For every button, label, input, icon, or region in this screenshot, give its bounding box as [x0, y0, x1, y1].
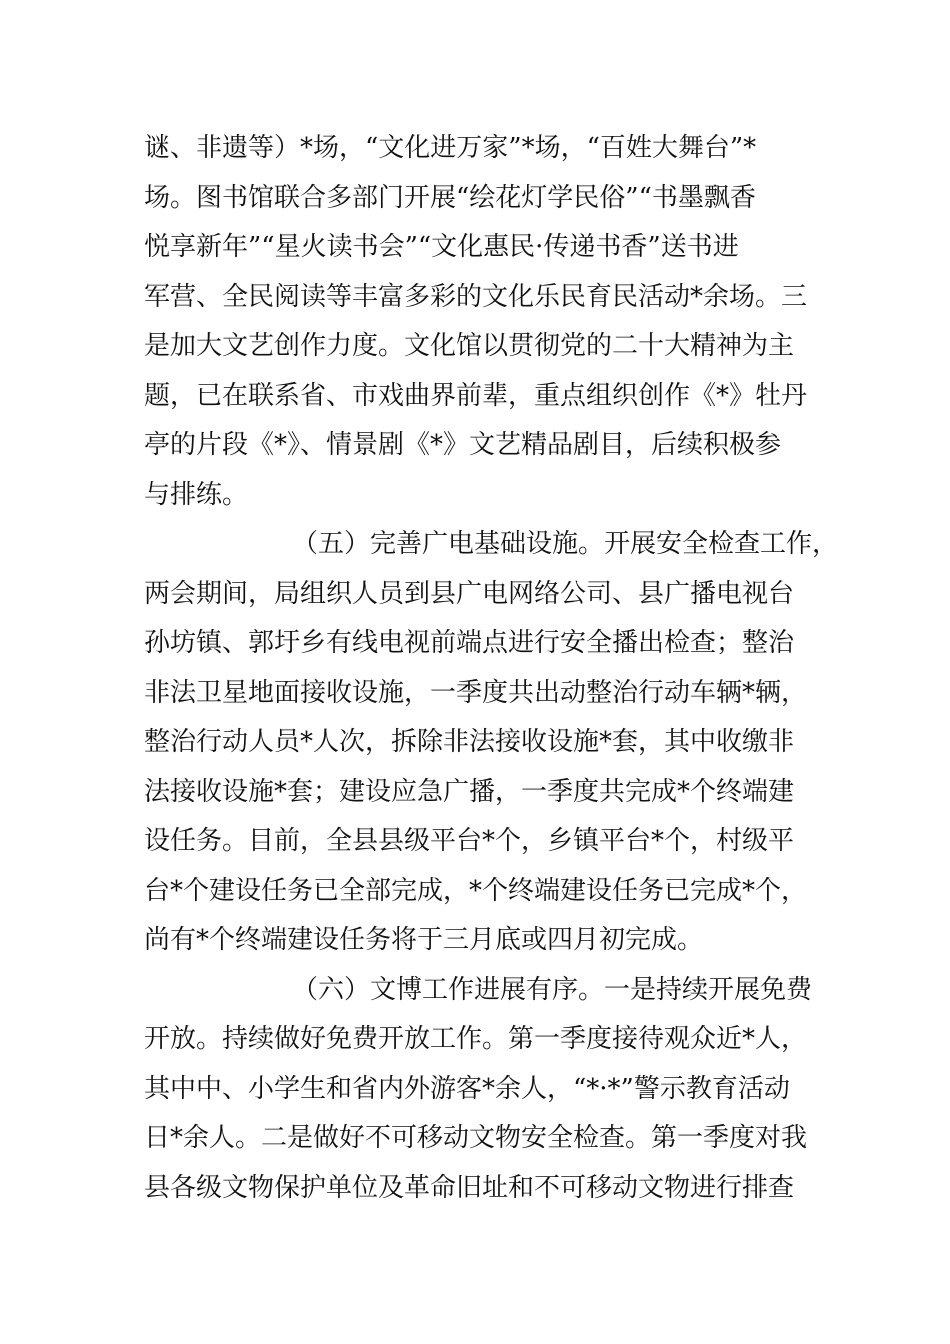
text-line: 非法卫星地面接收设施，一季度共出动整治行动车辆*辆， — [144, 677, 808, 708]
text-line: 两会期间，局组织人员到县广电网络公司、县广播电视台 — [144, 578, 795, 609]
text-line: 谜、非遗等）*场，“文化进万家”*场，“百姓大舞台”* — [144, 133, 757, 163]
text-line: 军营、全民阅读等丰富多彩的文化乐民育民活动*余场。三 — [144, 281, 808, 312]
text-line: 日*余人。二是做好不可移动文物安全检查。第一季度对我 — [144, 1123, 808, 1153]
text-line: 县各级文物保护单位及革命旧址和不可移动文物进行排查 — [144, 1172, 795, 1203]
text-line: 设任务。目前，全县县级平台*个，乡镇平台*个，村级平 — [144, 826, 795, 856]
text-line: 题，已在联系省、市戏曲界前辈，重点组织创作《*》牡丹 — [144, 380, 808, 411]
text-line: 悦享新年”“星火读书会”“文化惠民·传递书香”送书进 — [144, 232, 739, 262]
text-line: 尚有*个终端建设任务将于三月底或四月初完成。 — [144, 925, 704, 955]
text-line: 法接收设施*套；建设应急广播，一季度共完成*个终端建 — [144, 776, 795, 807]
text-line: 亭的片段《*》、情景剧《*》文艺精品剧目，后续积极参 — [144, 430, 782, 460]
text-line: 整治行动人员*人次，拆除非法接收设施*套，其中收缴非 — [144, 727, 795, 757]
text-line: 其中中、小学生和省内外游客*余人，“*·*”警示教育活动 — [144, 1073, 790, 1104]
text-line: 台*个建设任务已全部完成，*个终端建设任务已完成*个， — [144, 875, 808, 906]
text-line: 与排练。 — [144, 479, 249, 510]
text-line: 孙坊镇、郭圩乡有线电视前端点进行安全播出检查；整治 — [144, 628, 795, 658]
text-line: 是加大文艺创作力度。文化馆以贯彻党的二十大精神为主 — [144, 331, 795, 361]
section-heading-6: （六）文博工作进展有序。一是持续开展免费 — [292, 974, 813, 1005]
section-heading-5: （五）完善广电基础设施。开展安全检查工作， — [292, 529, 839, 559]
body-text — [144, 124, 844, 1213]
text-line: 开放。持续做好免费开放工作。第一季度接待观众近*人， — [144, 1024, 808, 1054]
text-line: 场。图书馆联合多部门开展“绘花灯学民俗”“书墨飘香 — [144, 182, 756, 213]
